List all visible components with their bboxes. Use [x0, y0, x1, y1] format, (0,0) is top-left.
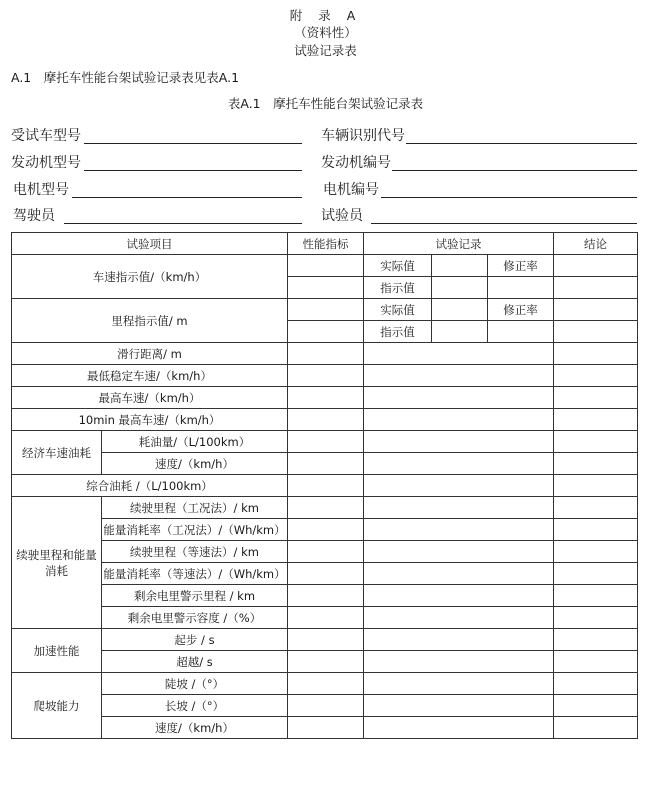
fuel-consumption-label: 耗油量/（L/100km）: [102, 431, 288, 453]
conclusion-cell[interactable]: [554, 717, 638, 739]
vehicle-model-line[interactable]: [84, 143, 302, 144]
table-row: [12, 717, 638, 739]
indicator-cell[interactable]: [288, 343, 364, 365]
range-group-label: 续驶里程和能量消耗: [12, 497, 102, 629]
indicator-cell[interactable]: [288, 365, 364, 387]
conclusion-cell[interactable]: [554, 497, 638, 519]
correction-label: 修正率: [488, 255, 554, 277]
conclusion-cell[interactable]: [554, 519, 638, 541]
table-row: [12, 453, 638, 475]
indicator-cell[interactable]: [288, 497, 364, 519]
record-cell[interactable]: [364, 651, 554, 673]
value-cell[interactable]: [488, 277, 554, 299]
motor-no-line[interactable]: [381, 197, 637, 198]
indicator-cell[interactable]: [288, 387, 364, 409]
table-title: 表A.1 摩托车性能台架试验记录表: [227, 96, 424, 111]
combined-fuel-label: 综合油耗 /（L/100km）: [12, 475, 288, 497]
conclusion-cell[interactable]: [554, 585, 638, 607]
indicator-cell[interactable]: [288, 431, 364, 453]
actual-label: 实际值: [364, 255, 432, 277]
value-cell[interactable]: [432, 321, 488, 343]
econ-group-label: 经济车速油耗: [12, 431, 102, 475]
indicator-cell[interactable]: [288, 651, 364, 673]
indicator-cell[interactable]: [288, 475, 364, 497]
indicator-cell[interactable]: [288, 299, 364, 321]
conclusion-cell[interactable]: [554, 651, 638, 673]
record-cell[interactable]: [364, 585, 554, 607]
driver-label: 驾驶员: [13, 208, 55, 224]
record-cell[interactable]: [364, 431, 554, 453]
conclusion-cell[interactable]: [554, 299, 638, 321]
appendix-nature: （资料性）: [294, 25, 357, 40]
indicator-cell[interactable]: [288, 629, 364, 651]
record-cell[interactable]: [364, 717, 554, 739]
remaining-mileage-label: 剩余电里警示里程 / km: [102, 585, 288, 607]
record-cell[interactable]: [364, 673, 554, 695]
table-row: [12, 651, 638, 673]
indicator-cell[interactable]: [288, 607, 364, 629]
indicator-cell[interactable]: [288, 585, 364, 607]
tester-label: 试验员: [321, 208, 363, 224]
range-const-label: 续驶里程（等速法）/ km: [102, 541, 288, 563]
conclusion-cell[interactable]: [554, 607, 638, 629]
table-row: [12, 365, 638, 387]
record-cell[interactable]: [364, 343, 554, 365]
coasting-label: 滑行距离/ m: [12, 343, 288, 365]
conclusion-cell[interactable]: [554, 695, 638, 717]
max-speed-label: 最高车速/（km/h）: [12, 387, 288, 409]
driver-line[interactable]: [64, 223, 302, 224]
table-row: [12, 343, 638, 365]
indicator-cell[interactable]: [288, 255, 364, 277]
accel-group-label: 加速性能: [12, 629, 102, 673]
range-cycle-label: 续驶里程（工况法）/ km: [102, 497, 288, 519]
conclusion-cell[interactable]: [554, 431, 638, 453]
indicator-cell[interactable]: [288, 563, 364, 585]
indicator-cell[interactable]: [288, 673, 364, 695]
indicator-cell[interactable]: [288, 277, 364, 299]
header-record: 试验记录: [364, 233, 554, 255]
indicator-cell[interactable]: [288, 409, 364, 431]
indicated-label: 指示值: [364, 277, 432, 299]
climb-group-label: 爬坡能力: [12, 673, 102, 739]
record-cell[interactable]: [364, 629, 554, 651]
indicator-cell[interactable]: [288, 541, 364, 563]
conclusion-cell[interactable]: [554, 387, 638, 409]
record-cell[interactable]: [364, 475, 554, 497]
record-cell[interactable]: [364, 365, 554, 387]
conclusion-cell[interactable]: [554, 541, 638, 563]
table-row: [12, 387, 638, 409]
record-table: [11, 232, 638, 739]
conclusion-cell[interactable]: [554, 321, 638, 343]
table-row: [12, 629, 638, 651]
table-row: [12, 431, 638, 453]
indicator-cell[interactable]: [288, 695, 364, 717]
value-cell[interactable]: [432, 299, 488, 321]
vin-label: 车辆识别代号: [321, 128, 405, 144]
energy-const-label: 能量消耗率（等速法）/（Wh/km）: [102, 563, 288, 585]
engine-no-line[interactable]: [392, 170, 637, 171]
actual-label: 实际值: [364, 299, 432, 321]
econ-speed-label: 速度/（km/h）: [102, 453, 288, 475]
conclusion-cell[interactable]: [554, 453, 638, 475]
indicator-cell[interactable]: [288, 717, 364, 739]
value-cell[interactable]: [432, 255, 488, 277]
table-row: [12, 519, 638, 541]
record-cell[interactable]: [364, 563, 554, 585]
table-row: [12, 475, 638, 497]
engine-model-label: 发动机型号: [11, 155, 81, 171]
start-label: 起步 / s: [102, 629, 288, 651]
motor-model-label: 电机型号: [13, 182, 69, 198]
energy-cycle-label: 能量消耗率（工况法）/（Wh/km）: [102, 519, 288, 541]
tester-line[interactable]: [371, 223, 637, 224]
conclusion-cell[interactable]: [554, 277, 638, 299]
table-row: [12, 497, 638, 519]
vehicle-model-label: 受试车型号: [11, 128, 81, 144]
header-item: 试验项目: [12, 233, 288, 255]
table-row: [12, 409, 638, 431]
overtake-label: 超越/ s: [102, 651, 288, 673]
table-row: [12, 695, 638, 717]
record-cell[interactable]: [364, 497, 554, 519]
value-cell[interactable]: [488, 321, 554, 343]
conclusion-cell[interactable]: [554, 629, 638, 651]
header-indicator: 性能指标: [288, 233, 364, 255]
conclusion-cell[interactable]: [554, 255, 638, 277]
record-cell[interactable]: [364, 607, 554, 629]
long-slope-label: 长坡 /（°）: [102, 695, 288, 717]
table-row: [12, 541, 638, 563]
section-text: A.1 摩托车性能台架试验记录表见表A.1: [11, 70, 240, 85]
indicator-cell[interactable]: [288, 321, 364, 343]
vin-line[interactable]: [406, 143, 637, 144]
remaining-capacity-label: 剩余电里警示容度 /（%）: [102, 607, 288, 629]
table-row: [12, 673, 638, 695]
record-cell[interactable]: [364, 453, 554, 475]
engine-no-label: 发动机编号: [321, 155, 391, 171]
engine-model-line[interactable]: [84, 170, 302, 171]
conclusion-cell[interactable]: [554, 409, 638, 431]
appendix-heading: 附 录 A: [289, 8, 362, 23]
appendix-title: 试验记录表: [294, 43, 357, 58]
ten-min-max-label: 10min 最高车速/（km/h）: [12, 409, 288, 431]
header-conclusion: 结论: [554, 233, 638, 255]
record-cell[interactable]: [364, 695, 554, 717]
table-row: [12, 255, 638, 277]
indicated-label: 指示值: [364, 321, 432, 343]
speed-indicated-label: 车速指示值/（km/h）: [12, 255, 288, 299]
conclusion-cell[interactable]: [554, 343, 638, 365]
record-cell[interactable]: [364, 519, 554, 541]
conclusion-cell[interactable]: [554, 365, 638, 387]
record-cell[interactable]: [364, 387, 554, 409]
header-row: [12, 233, 638, 255]
table-row: [12, 585, 638, 607]
conclusion-cell[interactable]: [554, 673, 638, 695]
record-cell[interactable]: [364, 541, 554, 563]
min-stable-label: 最低稳定车速/（km/h）: [12, 365, 288, 387]
value-cell[interactable]: [432, 277, 488, 299]
conclusion-cell[interactable]: [554, 563, 638, 585]
table-row: [12, 607, 638, 629]
conclusion-cell[interactable]: [554, 475, 638, 497]
record-cell[interactable]: [364, 409, 554, 431]
odometer-indicated-label: 里程指示值/ m: [12, 299, 288, 343]
correction-label: 修正率: [488, 299, 554, 321]
steep-label: 陡坡 /（°）: [102, 673, 288, 695]
table-row: [12, 563, 638, 585]
climb-speed-label: 速度/（km/h）: [102, 717, 288, 739]
motor-no-label: 电机编号: [323, 182, 379, 198]
motor-model-line[interactable]: [72, 197, 302, 198]
table-row: [12, 299, 638, 321]
indicator-cell[interactable]: [288, 453, 364, 475]
indicator-cell[interactable]: [288, 519, 364, 541]
